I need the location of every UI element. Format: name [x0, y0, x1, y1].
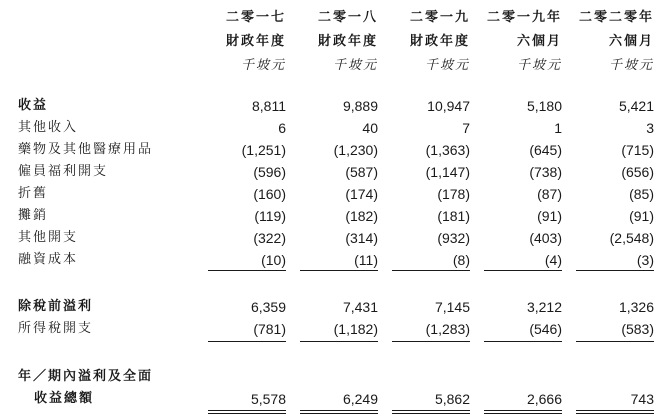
column-header-line1: 二零一八: [317, 10, 378, 25]
row-value: 10,947: [427, 98, 470, 114]
row-value: (403): [529, 230, 562, 246]
table-row-revenue: [0, 95, 672, 117]
row-value: (2,548): [609, 230, 654, 246]
row-value: (4): [544, 252, 562, 268]
table-row-total-comprehensive-income-label: [0, 366, 672, 388]
row-value: (1,182): [333, 321, 378, 337]
row-value: (11): [354, 252, 378, 268]
row-label: 其他收入: [18, 120, 79, 135]
row-value: 743: [630, 391, 654, 407]
subtotal-rule: [300, 341, 378, 342]
total-double-rule: [484, 413, 562, 414]
row-value: (546): [529, 321, 562, 337]
row-label: 除稅前溢利: [18, 299, 94, 314]
subtotal-rule: [576, 270, 654, 271]
row-value: 1: [554, 120, 562, 136]
row-value: (91): [629, 208, 654, 224]
table-row-employee-benefits: [0, 161, 672, 183]
column-header-6m2020: [572, 6, 654, 78]
row-value: 40: [362, 120, 378, 136]
row-value: (1,251): [241, 142, 286, 158]
row-value: (8): [452, 252, 470, 268]
subtotal-rule: [484, 270, 562, 271]
table-row-other-income: [0, 117, 672, 139]
column-header-unit: 千坡元: [424, 58, 470, 73]
row-value: (178): [437, 186, 470, 202]
row-label: 收益總額: [34, 391, 95, 406]
row-label: 折舊: [18, 186, 49, 201]
row-value: (119): [254, 208, 286, 224]
row-value: (645): [529, 142, 562, 158]
row-value: 5,578: [250, 391, 286, 407]
row-value: 8,811: [252, 98, 286, 114]
row-value: 1,326: [618, 299, 654, 315]
row-label: 僱員福利開支: [18, 164, 109, 179]
row-value: (3): [636, 252, 654, 268]
row-value: (596): [253, 164, 286, 180]
table-row-amortisation: [0, 205, 672, 227]
subtotal-rule: [576, 341, 654, 342]
total-double-rule: [300, 413, 378, 414]
subtotal-rule: [300, 270, 378, 271]
row-value: (1,147): [425, 164, 470, 180]
row-value: 7: [462, 120, 470, 136]
column-header-line2: 六個月: [516, 34, 562, 49]
column-header-line1: 二零二零年: [578, 10, 654, 25]
row-value: 6: [278, 120, 286, 136]
row-value: (181): [437, 208, 470, 224]
column-header-fy2019: [388, 6, 470, 78]
row-label: 藥物及其他醫療用品: [18, 142, 154, 157]
table-row-other-expenses: [0, 227, 672, 249]
column-header-line1: 二零一七: [225, 10, 286, 25]
row-value: 7,431: [342, 299, 378, 315]
column-header-unit: 千坡元: [240, 58, 286, 73]
column-header-unit: 千坡元: [332, 58, 378, 73]
row-value: (1,283): [425, 321, 470, 337]
row-value: (87): [537, 186, 562, 202]
row-value: (182): [345, 208, 378, 224]
column-header-fy2017: [204, 6, 286, 78]
row-value: 7,145: [434, 299, 470, 315]
row-value: 6,359: [250, 299, 286, 315]
row-label: 攤銷: [18, 208, 49, 223]
row-value: (1,363): [425, 142, 470, 158]
row-value: 3,212: [526, 299, 562, 315]
total-double-rule: [576, 413, 654, 414]
table-row-depreciation: [0, 183, 672, 205]
column-header-line2: 財政年度: [317, 34, 378, 49]
row-value: (85): [629, 186, 654, 202]
row-label: 其他開支: [18, 230, 79, 245]
row-value: 3: [646, 120, 654, 136]
total-double-rule: [484, 410, 562, 411]
column-header-unit: 千坡元: [516, 58, 562, 73]
column-header-fy2018: [296, 6, 378, 78]
total-double-rule: [392, 413, 470, 414]
row-value: (656): [621, 164, 654, 180]
row-value: (715): [621, 142, 654, 158]
row-value: (738): [529, 164, 562, 180]
total-double-rule: [576, 410, 654, 411]
total-double-rule: [300, 410, 378, 411]
row-label: 年／期內溢利及全面: [18, 369, 154, 384]
row-value: (160): [253, 186, 286, 202]
subtotal-rule: [392, 270, 470, 271]
row-value: (10): [261, 252, 286, 268]
row-value: (587): [345, 164, 378, 180]
subtotal-rule: [208, 341, 286, 342]
row-value: 5,421: [618, 98, 654, 114]
column-header-line2: 財政年度: [409, 34, 470, 49]
row-value: (932): [437, 230, 470, 246]
table-row-finance-costs: [0, 249, 672, 271]
subtotal-rule: [208, 270, 286, 271]
total-double-rule: [208, 410, 286, 411]
subtotal-rule: [392, 341, 470, 342]
table-row-income-tax: [0, 318, 672, 340]
column-header-line1: 二零一九年: [486, 10, 562, 25]
table-row-profit-before-tax: [0, 296, 672, 318]
column-header-6m2019: [480, 6, 562, 78]
total-double-rule: [208, 413, 286, 414]
column-header-line2: 財政年度: [225, 34, 286, 49]
column-header-unit: 千坡元: [608, 58, 654, 73]
row-value: (781): [253, 321, 286, 337]
column-header-line1: 二零一九: [409, 10, 470, 25]
table-row-medical-supplies: [0, 139, 672, 161]
total-double-rule: [392, 410, 470, 411]
row-value: (583): [621, 321, 654, 337]
row-label: 所得稅開支: [18, 321, 94, 336]
row-value: 2,666: [526, 391, 562, 407]
row-value: (91): [537, 208, 562, 224]
row-value: (322): [253, 230, 286, 246]
column-header-line2: 六個月: [608, 34, 654, 49]
table-row-total-comprehensive-income: [0, 388, 672, 410]
row-value: (174): [345, 186, 378, 202]
row-value: (1,230): [333, 142, 378, 158]
row-label: 融資成本: [18, 252, 79, 267]
row-value: 9,889: [342, 98, 378, 114]
row-value: 6,249: [342, 391, 378, 407]
row-value: (314): [345, 230, 378, 246]
subtotal-rule: [484, 341, 562, 342]
row-value: 5,862: [434, 391, 470, 407]
row-label: 收益: [18, 98, 49, 113]
row-value: 5,180: [526, 98, 562, 114]
